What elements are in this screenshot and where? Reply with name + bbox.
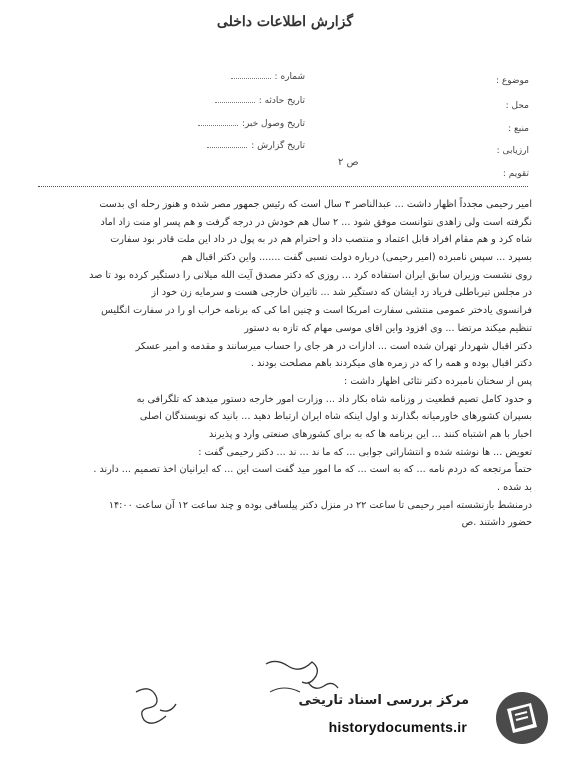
source-field (508, 124, 529, 134)
evaluation-field (497, 146, 529, 156)
number-label: شماره : (274, 72, 305, 82)
location-field (506, 101, 529, 111)
page-reference: ص ۲ (338, 157, 359, 168)
number-dots (231, 78, 271, 79)
body-line: دکتر اقبال شهردار تهران شده است ... ادارات در هر جای را حساب میرسانند و مقدمه و امیر عسکر (135, 340, 532, 352)
watermark-url: historydocuments.ir (328, 719, 467, 735)
body-line: فرانسوی یادختر عمومی منتشی سفارت امریکا است و چنین اما کی که برنامه خراب او را در سفارت انگلیس (101, 305, 532, 317)
body-line: و حدود کامل تصیم قطعیت ر وزنامه شاه بکار داد ... وزارت امور خارجه دستور میدهد که تلگرافی به (136, 393, 532, 405)
receipt-date-label: تاریخ وصول خبر: (241, 119, 305, 129)
calendar-field (503, 169, 529, 179)
subject-field (496, 76, 529, 86)
incident-date-label: تاریخ حادثه : (258, 96, 305, 106)
body-line: بسپران کشورهای خاورمیانه بگذارند و اول اینکه شاه ایران ارتباط دهید ... بانید که نویسندگان اصلی (139, 411, 532, 423)
body-line: تنظیم میکند مرتضا ... وی افزود واین اقای موسی مهام که تازه به دستور (244, 322, 532, 334)
incident-date-field (215, 96, 305, 106)
subject-label: موضوع : (495, 76, 529, 86)
evaluation-label: ارزیابی : (496, 146, 529, 156)
source-label: منبع : (508, 124, 529, 134)
body-line: امیر رحیمی مجدداً اظهار داشت ... عبدالناصر ۳ سال است که رئیس جمهور مصر شده و هنوز رحله ای بدست (99, 199, 532, 210)
body-line: بد شده . (497, 482, 532, 493)
number-field (231, 72, 305, 82)
body-line: بسپرد ... سپس نامبرده (امیر رحیمی) درباره دولت نسبی گفت ....... واین دکتر اقبال هم (181, 252, 532, 264)
report-date-field (207, 141, 305, 151)
body-line: نگرفته است ولی زاهدی نتوانست موفق شود ... ۲ سال هم خودش در درجه گرفت و هم پسر او منت زاد اماد (100, 216, 532, 228)
document-title: گزارش اطلاعات داخلی (216, 14, 354, 30)
body-line: درمنشط بازنشسته امیر رحیمی تا ساعت ۲۲ در منزل دکتر پیلسافی بوده و چند ساعت ۱۲ آن ساعت ۱۴:۰۰ (108, 499, 532, 511)
report-date-label: تاریخ گزارش : (251, 141, 305, 151)
receipt-date-field (198, 119, 305, 129)
watermark-persian: مرکز بررسی اسناد تاریخی (298, 693, 469, 708)
body-line: حتماً مرتجعه که دردم نامه ... که به است ... که ما امور مید گفت است این ... که ایرانیان اخذ تصمیم ... دارند . (93, 464, 532, 476)
body-line: تعویض ... ها نوشته شده و انتشاراتی جوابی ... که ما ند ... ند ... دکتر رحیمی گفت : (198, 446, 532, 458)
body-line: روی نشست وزیران سابق ایران استفاده کرد ... روزی که دکتر مصدق آیت الله میلانی را دستگیر کرده بود تا صد (89, 269, 532, 281)
body-line: اخبار با هم اشتباه کنند ... این برنامه ها که به برای کشورهای صنعتی وارد و پذیرند (209, 428, 532, 440)
calendar-label: تقویم : (502, 169, 529, 179)
body-line: شاه کرد و هم مقام افراد قابل اعتماد و منتصب داد و احترام هم در به پول در داد این ملت قادر بود سفارت (110, 234, 532, 246)
header-divider (38, 186, 528, 187)
incident-date-dots (215, 102, 255, 103)
report-date-dots (207, 147, 247, 148)
archive-logo-icon (493, 689, 551, 747)
receipt-date-dots (198, 125, 238, 126)
body-line: دکتر اقبال بوده و همه را که در زمره های میکردند باهم مصلحت بودند . (250, 358, 532, 370)
body-line: حضور داشتند .ص (461, 517, 532, 529)
body-line: در مجلس تیرباطلی فریاد زد ایشان که دستگیر شد ... تاثیران خارجی هست و سرمایه زن خود از (151, 287, 532, 299)
location-label: محل : (505, 101, 529, 111)
handwritten-initials (130, 680, 190, 730)
body-line: پس از سخنان نامبرده دکتر نثائی اظهار داشت : (343, 375, 532, 387)
report-body (36, 196, 532, 532)
watermark (289, 687, 559, 751)
